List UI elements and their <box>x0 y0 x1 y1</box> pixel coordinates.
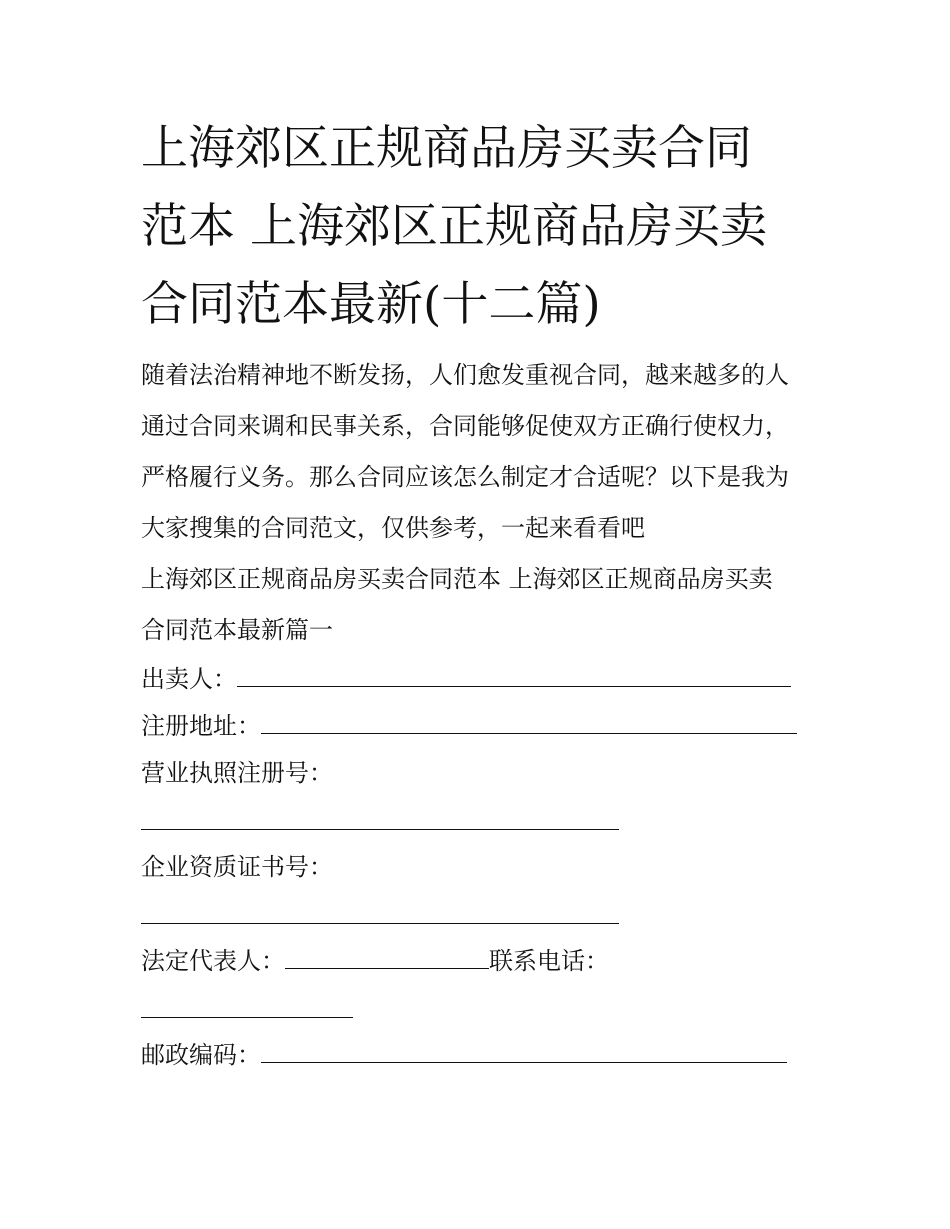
license-blank-line <box>141 797 821 844</box>
intro-line-4: 大家搜集的合同范文，仅供参考，一起来看看吧 <box>141 514 645 542</box>
section-line-1: 上海郊区正规商品房买卖合同范本 上海郊区正规商品房买卖 <box>141 565 773 593</box>
intro-line-1: 随着法治精神地不断发扬，人们愈发重视合同，越来越多的人 <box>141 361 789 389</box>
qualification-blank <box>141 899 619 924</box>
legal-rep-field <box>141 938 821 985</box>
license-blank <box>141 805 619 830</box>
qualification-blank-line <box>141 891 821 938</box>
seller-label: 出卖人： <box>141 665 237 693</box>
document-page <box>141 110 821 1079</box>
title-line-2: 范本 上海郊区正规商品房买卖 <box>141 199 767 254</box>
document-title <box>141 110 821 344</box>
postcode-blank <box>261 1038 787 1063</box>
seller-blank <box>237 662 791 687</box>
address-blank <box>261 709 797 734</box>
section-line-2: 合同范本最新篇一 <box>141 616 333 644</box>
legal-rep-label: 法定代表人： <box>141 947 285 975</box>
license-field <box>141 750 821 797</box>
postcode-label: 邮政编码： <box>141 1041 261 1069</box>
license-label: 营业执照注册号： <box>141 759 333 787</box>
phone-label: 联系电话： <box>489 947 609 975</box>
title-line-3: 合同范本最新(十二篇) <box>141 277 601 332</box>
postcode-field <box>141 1032 821 1079</box>
phone-blank <box>141 993 353 1018</box>
address-label: 注册地址： <box>141 712 261 740</box>
title-line-1: 上海郊区正规商品房买卖合同 <box>141 121 752 176</box>
legal-rep-blank <box>285 944 489 969</box>
intro-line-3: 严格履行义务。那么合同应该怎么制定才合适呢？以下是我为 <box>141 463 789 491</box>
section-heading <box>141 554 821 656</box>
qualification-field <box>141 844 821 891</box>
phone-blank-line <box>141 985 821 1032</box>
address-field <box>141 703 821 750</box>
qualification-label: 企业资质证书号： <box>141 853 333 881</box>
intro-line-2: 通过合同来调和民事关系，合同能够促使双方正确行使权力， <box>141 412 789 440</box>
seller-field <box>141 656 821 703</box>
intro-paragraph <box>141 350 821 554</box>
